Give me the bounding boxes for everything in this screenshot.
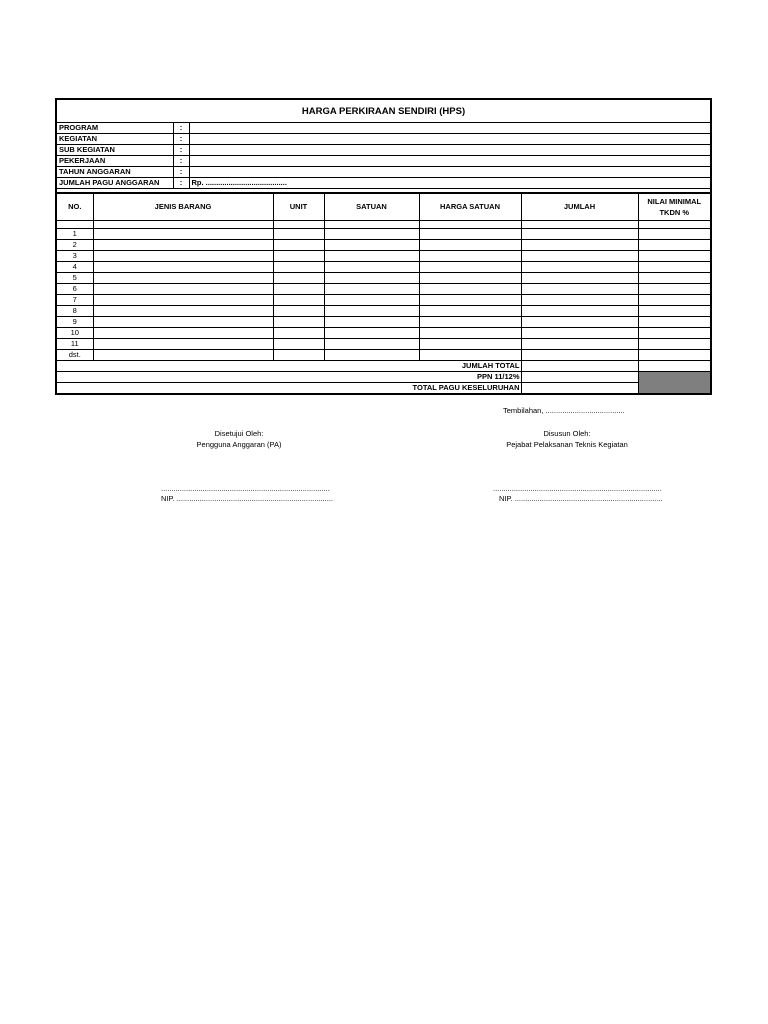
row-number: 5 <box>56 273 93 284</box>
cell-jenis-barang[interactable] <box>93 328 273 339</box>
cell-jumlah[interactable] <box>521 306 638 317</box>
total-value-ppn[interactable] <box>521 372 638 383</box>
info-label: KEGIATAN <box>56 134 173 145</box>
cell-satuan[interactable] <box>324 240 419 251</box>
cell-jenis-barang[interactable] <box>93 262 273 273</box>
table-row <box>56 262 711 273</box>
info-row-pekerjaan <box>56 156 711 167</box>
place-date: Tembilahan, ...................................... <box>503 406 625 415</box>
cell-satuan[interactable] <box>324 350 419 361</box>
cell-harga-satuan[interactable] <box>419 350 521 361</box>
total-tkdn-cell <box>638 361 711 372</box>
cell-tkdn[interactable] <box>638 284 711 295</box>
total-row-jumlah-total <box>56 361 711 372</box>
cell-harga-satuan[interactable] <box>419 240 521 251</box>
cell-jenis-barang[interactable] <box>93 295 273 306</box>
cell-satuan[interactable] <box>324 229 419 240</box>
approved-by-label: Disetujui Oleh: <box>214 429 264 438</box>
approver-name-line: ................................................................................. <box>161 484 330 493</box>
info-value[interactable] <box>189 156 711 167</box>
cell-jumlah[interactable] <box>521 262 638 273</box>
cell-jenis-barang[interactable] <box>93 317 273 328</box>
info-value[interactable] <box>189 167 711 178</box>
cell-unit[interactable] <box>273 328 324 339</box>
hps-form <box>55 98 712 395</box>
cell-satuan[interactable] <box>324 284 419 295</box>
cell-jumlah[interactable] <box>521 317 638 328</box>
info-label: TAHUN ANGGARAN <box>56 167 173 178</box>
prepared-by-label: Disusun Oleh: <box>543 429 591 438</box>
cell-harga-satuan[interactable] <box>419 295 521 306</box>
col-header-satuan: SATUAN <box>324 194 419 221</box>
cell-unit[interactable] <box>273 240 324 251</box>
items-header-row <box>56 194 711 221</box>
info-label: JUMLAH PAGU ANGGARAN <box>56 178 173 189</box>
col-header-nilai-tkdn: NILAI MINIMAL TKDN % <box>638 194 711 221</box>
cell-tkdn[interactable] <box>638 229 711 240</box>
items-table <box>55 193 712 395</box>
table-row <box>56 295 711 306</box>
info-table <box>55 122 712 189</box>
info-row-sub-kegiatan <box>56 145 711 156</box>
cell-harga-satuan[interactable] <box>419 251 521 262</box>
info-label: PEKERJAAN <box>56 156 173 167</box>
cell-satuan[interactable] <box>324 328 419 339</box>
cell-satuan[interactable] <box>324 306 419 317</box>
cell-tkdn[interactable] <box>638 273 711 284</box>
total-row-pagu <box>56 383 711 395</box>
row-number: 4 <box>56 262 93 273</box>
cell-jenis-barang[interactable] <box>93 251 273 262</box>
cell-harga-satuan[interactable] <box>419 317 521 328</box>
total-value-jumlah[interactable] <box>521 361 638 372</box>
table-row <box>56 251 711 262</box>
info-colon: : <box>173 167 189 178</box>
cell-satuan[interactable] <box>324 262 419 273</box>
cell-jenis-barang[interactable] <box>93 339 273 350</box>
preparer-role: Pejabat Pelaksanan Teknis Kegiatan <box>506 440 628 449</box>
cell-unit[interactable] <box>273 262 324 273</box>
cell-harga-satuan[interactable] <box>419 229 521 240</box>
info-row-jumlah-pagu <box>56 178 711 189</box>
table-spacer-row <box>56 221 711 229</box>
table-row <box>56 273 711 284</box>
preparer-nip: NIP. ....................................................................... <box>499 494 663 503</box>
cell-tkdn[interactable] <box>638 262 711 273</box>
info-row-tahun-anggaran <box>56 167 711 178</box>
row-number: 2 <box>56 240 93 251</box>
row-number: 7 <box>56 295 93 306</box>
cell-jumlah[interactable] <box>521 229 638 240</box>
cell-jumlah[interactable] <box>521 284 638 295</box>
total-value-pagu[interactable] <box>521 383 638 395</box>
preparer-name-line: ................................................................................. <box>493 484 662 493</box>
cell-unit[interactable] <box>273 350 324 361</box>
cell-satuan[interactable] <box>324 251 419 262</box>
cell-harga-satuan[interactable] <box>419 262 521 273</box>
row-number: 3 <box>56 251 93 262</box>
col-header-jenis-barang: JENIS BARANG <box>93 194 273 221</box>
cell-harga-satuan[interactable] <box>419 284 521 295</box>
col-header-no: NO. <box>56 194 93 221</box>
row-number: 11 <box>56 339 93 350</box>
cell-tkdn[interactable] <box>638 317 711 328</box>
total-row-ppn <box>56 372 711 383</box>
cell-jenis-barang[interactable] <box>93 350 273 361</box>
table-row <box>56 306 711 317</box>
cell-unit[interactable] <box>273 251 324 262</box>
info-value[interactable] <box>189 123 711 134</box>
col-header-unit: UNIT <box>273 194 324 221</box>
info-row-program <box>56 123 711 134</box>
cell-harga-satuan[interactable] <box>419 306 521 317</box>
cell-unit[interactable] <box>273 229 324 240</box>
cell-tkdn[interactable] <box>638 295 711 306</box>
total-label: PPN 11/12% <box>56 372 521 383</box>
cell-harga-satuan[interactable] <box>419 339 521 350</box>
total-label: JUMLAH TOTAL <box>56 361 521 372</box>
table-row <box>56 284 711 295</box>
cell-jumlah[interactable] <box>521 295 638 306</box>
info-colon: : <box>173 178 189 189</box>
row-number: 1 <box>56 229 93 240</box>
cell-unit[interactable] <box>273 306 324 317</box>
table-row <box>56 317 711 328</box>
col-header-jumlah: JUMLAH <box>521 194 638 221</box>
cell-jenis-barang[interactable] <box>93 284 273 295</box>
info-value[interactable] <box>189 134 711 145</box>
col-header-harga-satuan: HARGA SATUAN <box>419 194 521 221</box>
cell-jumlah[interactable] <box>521 339 638 350</box>
total-label: TOTAL PAGU KESELURUHAN <box>56 383 521 395</box>
cell-jumlah[interactable] <box>521 240 638 251</box>
cell-tkdn[interactable] <box>638 251 711 262</box>
info-value[interactable] <box>189 145 711 156</box>
info-colon: : <box>173 156 189 167</box>
cell-jumlah[interactable] <box>521 350 638 361</box>
cell-unit[interactable] <box>273 317 324 328</box>
cell-unit[interactable] <box>273 339 324 350</box>
cell-jumlah[interactable] <box>521 273 638 284</box>
row-number: dst. <box>56 350 93 361</box>
cell-tkdn[interactable] <box>638 339 711 350</box>
cell-satuan[interactable] <box>324 295 419 306</box>
table-row <box>56 240 711 251</box>
info-colon: : <box>173 123 189 134</box>
info-row-kegiatan <box>56 134 711 145</box>
row-number: 9 <box>56 317 93 328</box>
row-number: 10 <box>56 328 93 339</box>
cell-satuan[interactable] <box>324 339 419 350</box>
info-colon: : <box>173 145 189 156</box>
table-row <box>56 328 711 339</box>
cell-tkdn[interactable] <box>638 240 711 251</box>
cell-jenis-barang[interactable] <box>93 229 273 240</box>
cell-harga-satuan[interactable] <box>419 328 521 339</box>
cell-unit[interactable] <box>273 295 324 306</box>
cell-jumlah[interactable] <box>521 328 638 339</box>
cell-harga-satuan[interactable] <box>419 273 521 284</box>
info-label: SUB KEGIATAN <box>56 145 173 156</box>
approver-nip: NIP. ........................................................................... <box>161 494 333 503</box>
table-row <box>56 229 711 240</box>
table-row <box>56 350 711 361</box>
shaded-cell <box>638 372 711 395</box>
cell-satuan[interactable] <box>324 317 419 328</box>
table-row <box>56 339 711 350</box>
cell-jenis-barang[interactable] <box>93 240 273 251</box>
cell-tkdn[interactable] <box>638 328 711 339</box>
cell-jenis-barang[interactable] <box>93 306 273 317</box>
cell-tkdn[interactable] <box>638 306 711 317</box>
cell-jumlah[interactable] <box>521 251 638 262</box>
cell-tkdn[interactable] <box>638 350 711 361</box>
info-value[interactable]: Rp. ....................................... <box>189 178 711 189</box>
row-number: 6 <box>56 284 93 295</box>
cell-satuan[interactable] <box>324 273 419 284</box>
form-title: HARGA PERKIRAAN SENDIRI (HPS) <box>55 98 712 122</box>
cell-unit[interactable] <box>273 284 324 295</box>
approver-role: Pengguna Anggaran (PA) <box>196 440 282 449</box>
cell-jenis-barang[interactable] <box>93 273 273 284</box>
row-number: 8 <box>56 306 93 317</box>
cell-unit[interactable] <box>273 273 324 284</box>
info-label: PROGRAM <box>56 123 173 134</box>
info-colon: : <box>173 134 189 145</box>
